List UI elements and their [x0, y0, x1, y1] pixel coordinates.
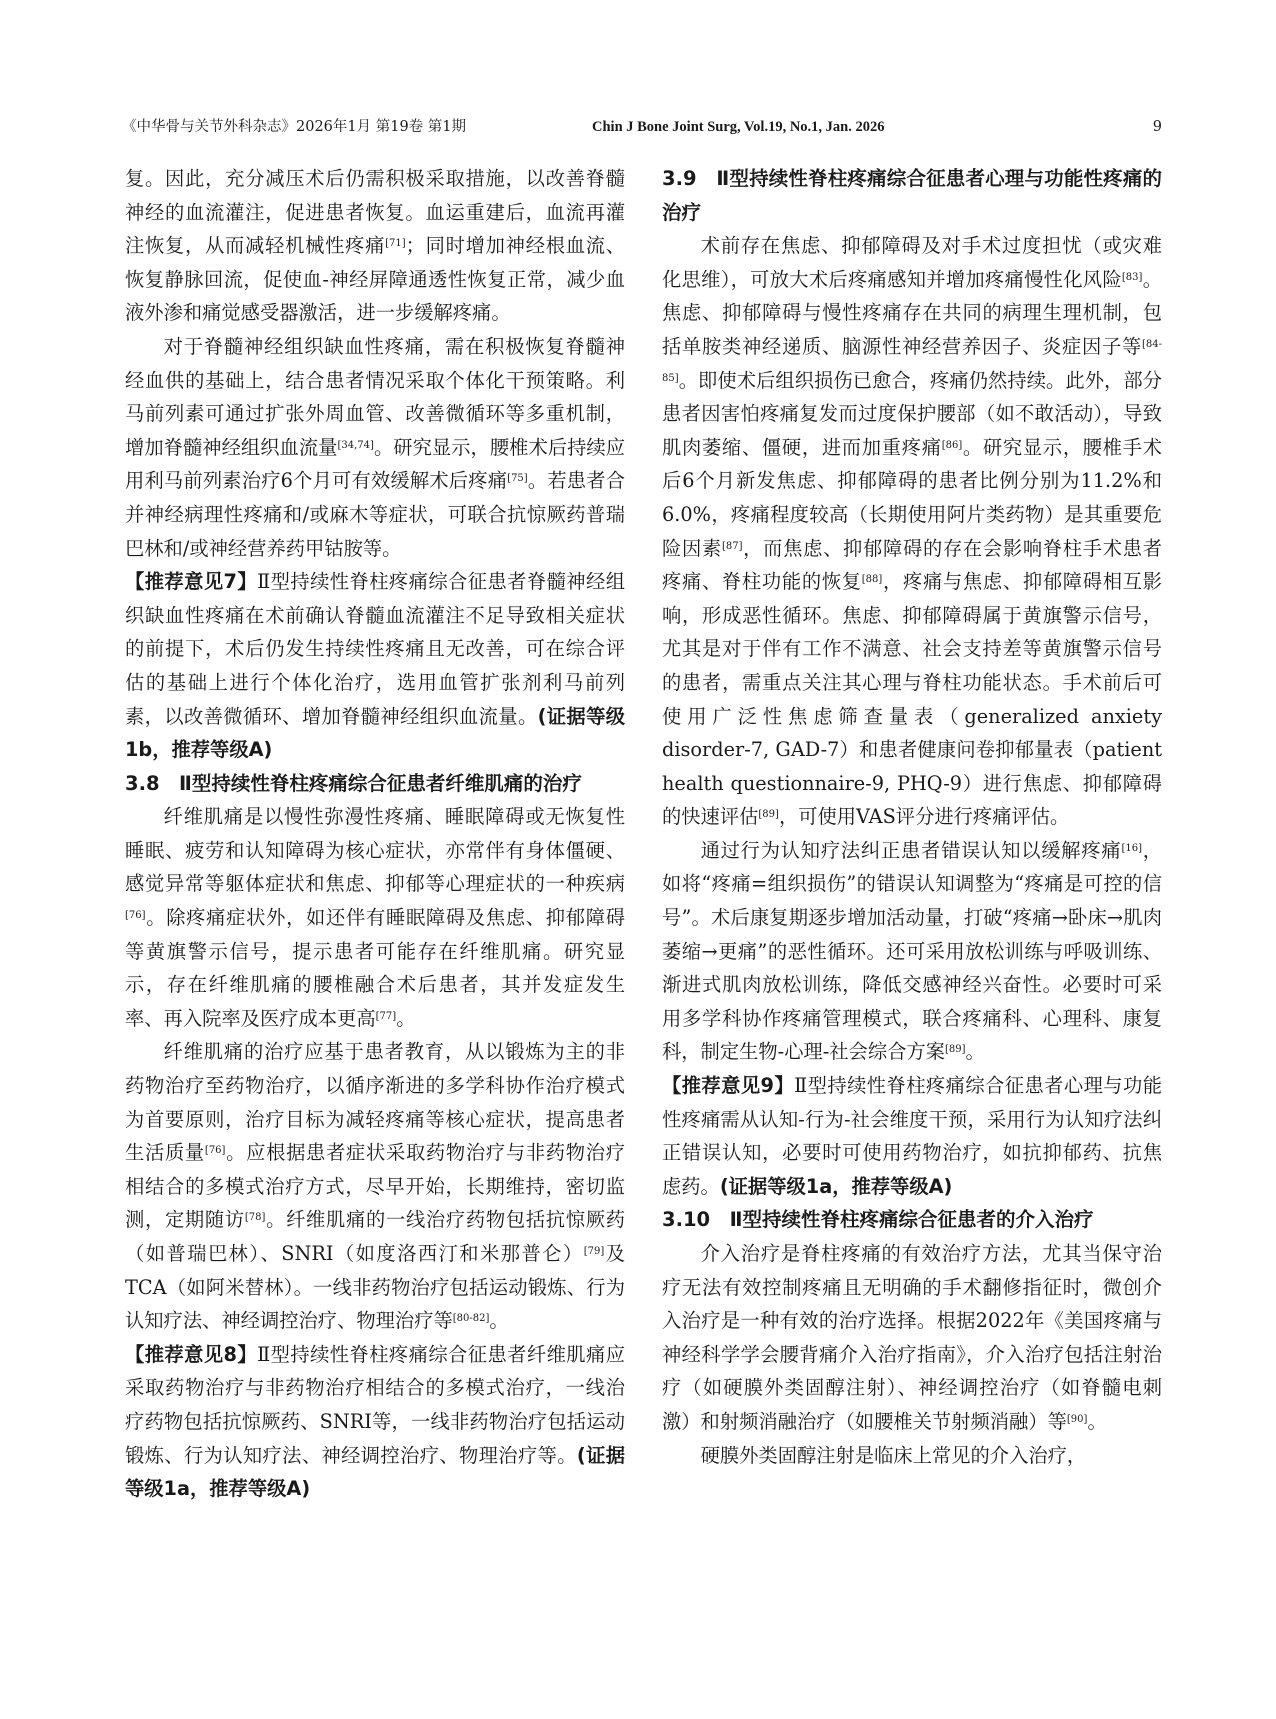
section-heading-3-8: 3.8 Ⅱ型持续性脊柱疼痛综合征患者纤维肌痛的治疗 [125, 771, 582, 795]
recommendation-tag: 【推荐意见7】 [125, 570, 258, 594]
citation[interactable]: [79] [583, 1246, 605, 1257]
citation[interactable]: [34,74] [337, 439, 374, 451]
citation[interactable]: [71] [385, 238, 406, 250]
citation[interactable]: [86] [941, 439, 963, 451]
citation[interactable]: [83] [1121, 271, 1143, 283]
citation[interactable]: [80-82] [452, 1313, 490, 1325]
paragraph: 通过行为认知疗法纠正患者错误认知以缓解疼痛[16]，如将“疼痛=组织损伤”的错误认知调整为“疼痛是可控的信号”。术后康复期逐步增加活动量，打破“疼痛→卧床→肌肉萎缩→更痛”的恶性循环。还可采用放松训练与呼吸训练、渐进式肌肉放松训练，降低交感神经兴奋性。必要时可采用多学科协作疼痛管理模式，联合疼痛科、心理科、康复科，制定生物-心理-社会综合方案[89]。 [662, 838, 1163, 1064]
paragraph: 纤维肌痛是以慢性弥漫性疼痛、睡眠障碍或无恢复性睡眠、疲劳和认知障碍为核心症状，亦常伴有身体僵硬、感觉异常等躯体症状和焦虑、抑郁等心理症状的一种疾病[76]。除疼痛症状外，如还伴有睡眠障碍及焦虑、抑郁障碍等黄旗警示信号，提示患者可能存在纤维肌痛。研究显示，存在纤维肌痛的腰椎融合术后患者，其并发症发生率、再入院率及医疗成本更高[77]。 [125, 805, 625, 1030]
citation[interactable]: [89] [944, 1044, 966, 1056]
paragraph: 纤维肌痛的治疗应基于患者教育，从以锻炼为主的非药物治疗至药物治疗，以循序渐进的多学科协作治疗模式为首要原则，治疗目标为减轻疼痛等核心症状，提高患者生活质量[76]。应根据患者症状采取药物治疗与非药物治疗相结合的多模式治疗方式，尽早开始，长期维持，密切监测，定期随访[78]。纤维肌痛的一线治疗药物包括抗惊厥药（如普瑞巴林）、SNRI（如度洛西汀和米那普仑）[79]及TCA（如阿米替林）。一线非药物治疗包括运动锻炼、行为认知疗法、神经调控治疗、物理治疗等[80-82]。 [125, 1040, 626, 1333]
right-column [662, 162, 1162, 1472]
citation[interactable]: [77] [375, 1010, 397, 1022]
recommendation-tag: 【推荐意见8】 [125, 1342, 258, 1366]
citation[interactable]: [90] [1066, 1413, 1088, 1425]
citation[interactable]: [16] [1121, 842, 1142, 854]
citation[interactable]: [88] [861, 574, 883, 586]
evidence-grade: (证据等级1b，推荐等级A) [125, 704, 626, 762]
citation[interactable]: [78] [244, 1212, 266, 1224]
section-heading-3-10: 3.10 Ⅱ型持续性脊柱疼痛综合征患者的介入治疗 [662, 1208, 1094, 1232]
recommendation-8: 【推荐意见8】Ⅱ型持续性脊柱疼痛综合征患者纤维肌痛应采取药物治疗与非药物治疗相结合的多模式治疗，一线治疗药物包括抗惊厥药、SNRI等，一线非药物治疗包括运动锻炼、行为认知疗法、神经调控治疗、物理治疗等。(证据等级1a，推荐等级A) [125, 1342, 625, 1501]
journal-title-en: Chin J Bone Joint Surg, Vol.19, No.1, Jan. 2026 [592, 119, 885, 135]
citation[interactable]: [75] [507, 473, 528, 485]
evidence-grade: (证据等级1a，推荐等级A) [719, 1174, 953, 1198]
recommendation-7: 【推荐意见7】Ⅱ型持续性脊柱疼痛综合征患者脊髓神经组织缺血性疼痛在术前确认脊髓血流灌注不足导致相关症状的前提下，术后仍发生持续性疼痛且无改善，可在综合评估的基础上进行个体化治疗，选用血管扩张剂利马前列素，以改善微循环、增加脊髓神经组织血流量。(证据等级1b，推荐等级A) [125, 570, 626, 762]
citation[interactable]: [89] [758, 809, 779, 821]
evidence-grade: (证据等级1a，推荐等级A) [125, 1443, 625, 1501]
section-heading-3-9: 3.9 Ⅱ型持续性脊柱疼痛综合征患者心理与功能性疼痛的治疗 [662, 167, 1162, 224]
journal-title-cn: 《中华骨与关节外科杂志》2026年1月 第19卷 第1期 [122, 119, 467, 135]
recommendation-9: 【推荐意见9】Ⅱ型持续性脊柱疼痛综合征患者心理与功能性疼痛需从认知-行为-社会维度干预，采用行为认知疗法纠正错误认知，必要时可使用药物治疗，如抗抑郁药、抗焦虑药。(证据等级1a，推荐等级A) [662, 1074, 1162, 1198]
paragraph: 硬膜外类固醇注射是临床上常见的介入治疗， [700, 1443, 1087, 1467]
paragraph: 介入治疗是脊柱疼痛的有效治疗方法，尤其当保守治疗无法有效控制疼痛且无明确的手术翻修指征时，微创介入治疗是一种有效的治疗选择。根据2022年《美国疼痛与神经科学学会腰背痛介入治疗指南》，介入治疗包括注射治疗（如硬膜外类固醇注射）、神经调控治疗（如脊髓电刺激）和射频消融治疗（如腰椎关节射频消融）等[90]。 [662, 1242, 1162, 1433]
recommendation-tag: 【推荐意见9】 [662, 1074, 795, 1098]
paragraph: 术前存在焦虑、抑郁障碍及对手术过度担忧（或灾难化思维），可放大术后疼痛感知并增加疼痛慢性化风险[83]。焦虑、抑郁障碍与慢性疼痛存在共同的病理生理机制，包括单胺类神经递质、脑源性神经营养因子、炎症因子等[84-85]。即使术后组织损伤已愈合，疼痛仍然持续。此外，部分患者因害怕疼痛复发而过度保护腰部（如不敢活动），导致肌肉萎缩、僵硬，进而加重疼痛[86]。研究显示，腰椎手术后6个月新发焦虑、抑郁障碍的患者比例分别为11.2%和6.0%，疼痛程度较高（长期使用阿片类药物）是其重要危险因素[87]，而焦虑、抑郁障碍的存在会影响脊柱手术患者疼痛、脊柱功能的恢复[88]，疼痛与焦虑、抑郁障碍相互影响，形成恶性循环。焦虑、抑郁障碍属于黄旗警示信号，尤其是对于伴有工作不满意、社会支持差等黄旗警示信号的患者，需重点关注其心理与脊柱功能状态。手术前后可使用广泛性焦虑筛查量表（generalized anxiety disorder-7, GAD-7）和患者健康问卷抑郁量表（patient health questionnaire-9, PHQ-9）进行焦虑、抑郁障碍的快速评估[89]，可使用VAS评分进行疼痛评估。 [662, 234, 1163, 829]
citation[interactable]: [76] [204, 1145, 226, 1157]
citation[interactable]: [87] [721, 540, 743, 552]
paragraph: 对于脊髓神经组织缺血性疼痛，需在积极恢复脊髓神经血供的基础上，结合患者情况采取个体化干预策略。利马前列素可通过扩张外周血管、改善微循环等多重机制，增加脊髓神经组织血流量[34,74]。研究显示，腰椎术后持续应用利马前列素治疗6个月可有效缓解术后疼痛[75]。若患者合并神经病理性疼痛和/或麻木等症状，可联合抗惊厥药普瑞巴林和/或神经营养药甲钴胺等。 [125, 334, 626, 560]
page-number: 9 [1152, 119, 1162, 135]
running-header [122, 117, 1162, 137]
paragraph: 复。因此，充分减压术后仍需积极采取措施，以改善脊髓神经的血流灌注，促进患者恢复。血运重建后，血流再灌注恢复，从而减轻机械性疼痛[71]；同时增加神经根血流、恢复静脉回流，促使血-神经屏障通透性恢复正常，减少血液外渗和痛觉感受器激活，进一步缓解疼痛。 [125, 167, 626, 325]
left-column [125, 162, 625, 1506]
citation[interactable]: [76] [125, 910, 146, 922]
citation[interactable]: [84-85] [662, 338, 1162, 384]
